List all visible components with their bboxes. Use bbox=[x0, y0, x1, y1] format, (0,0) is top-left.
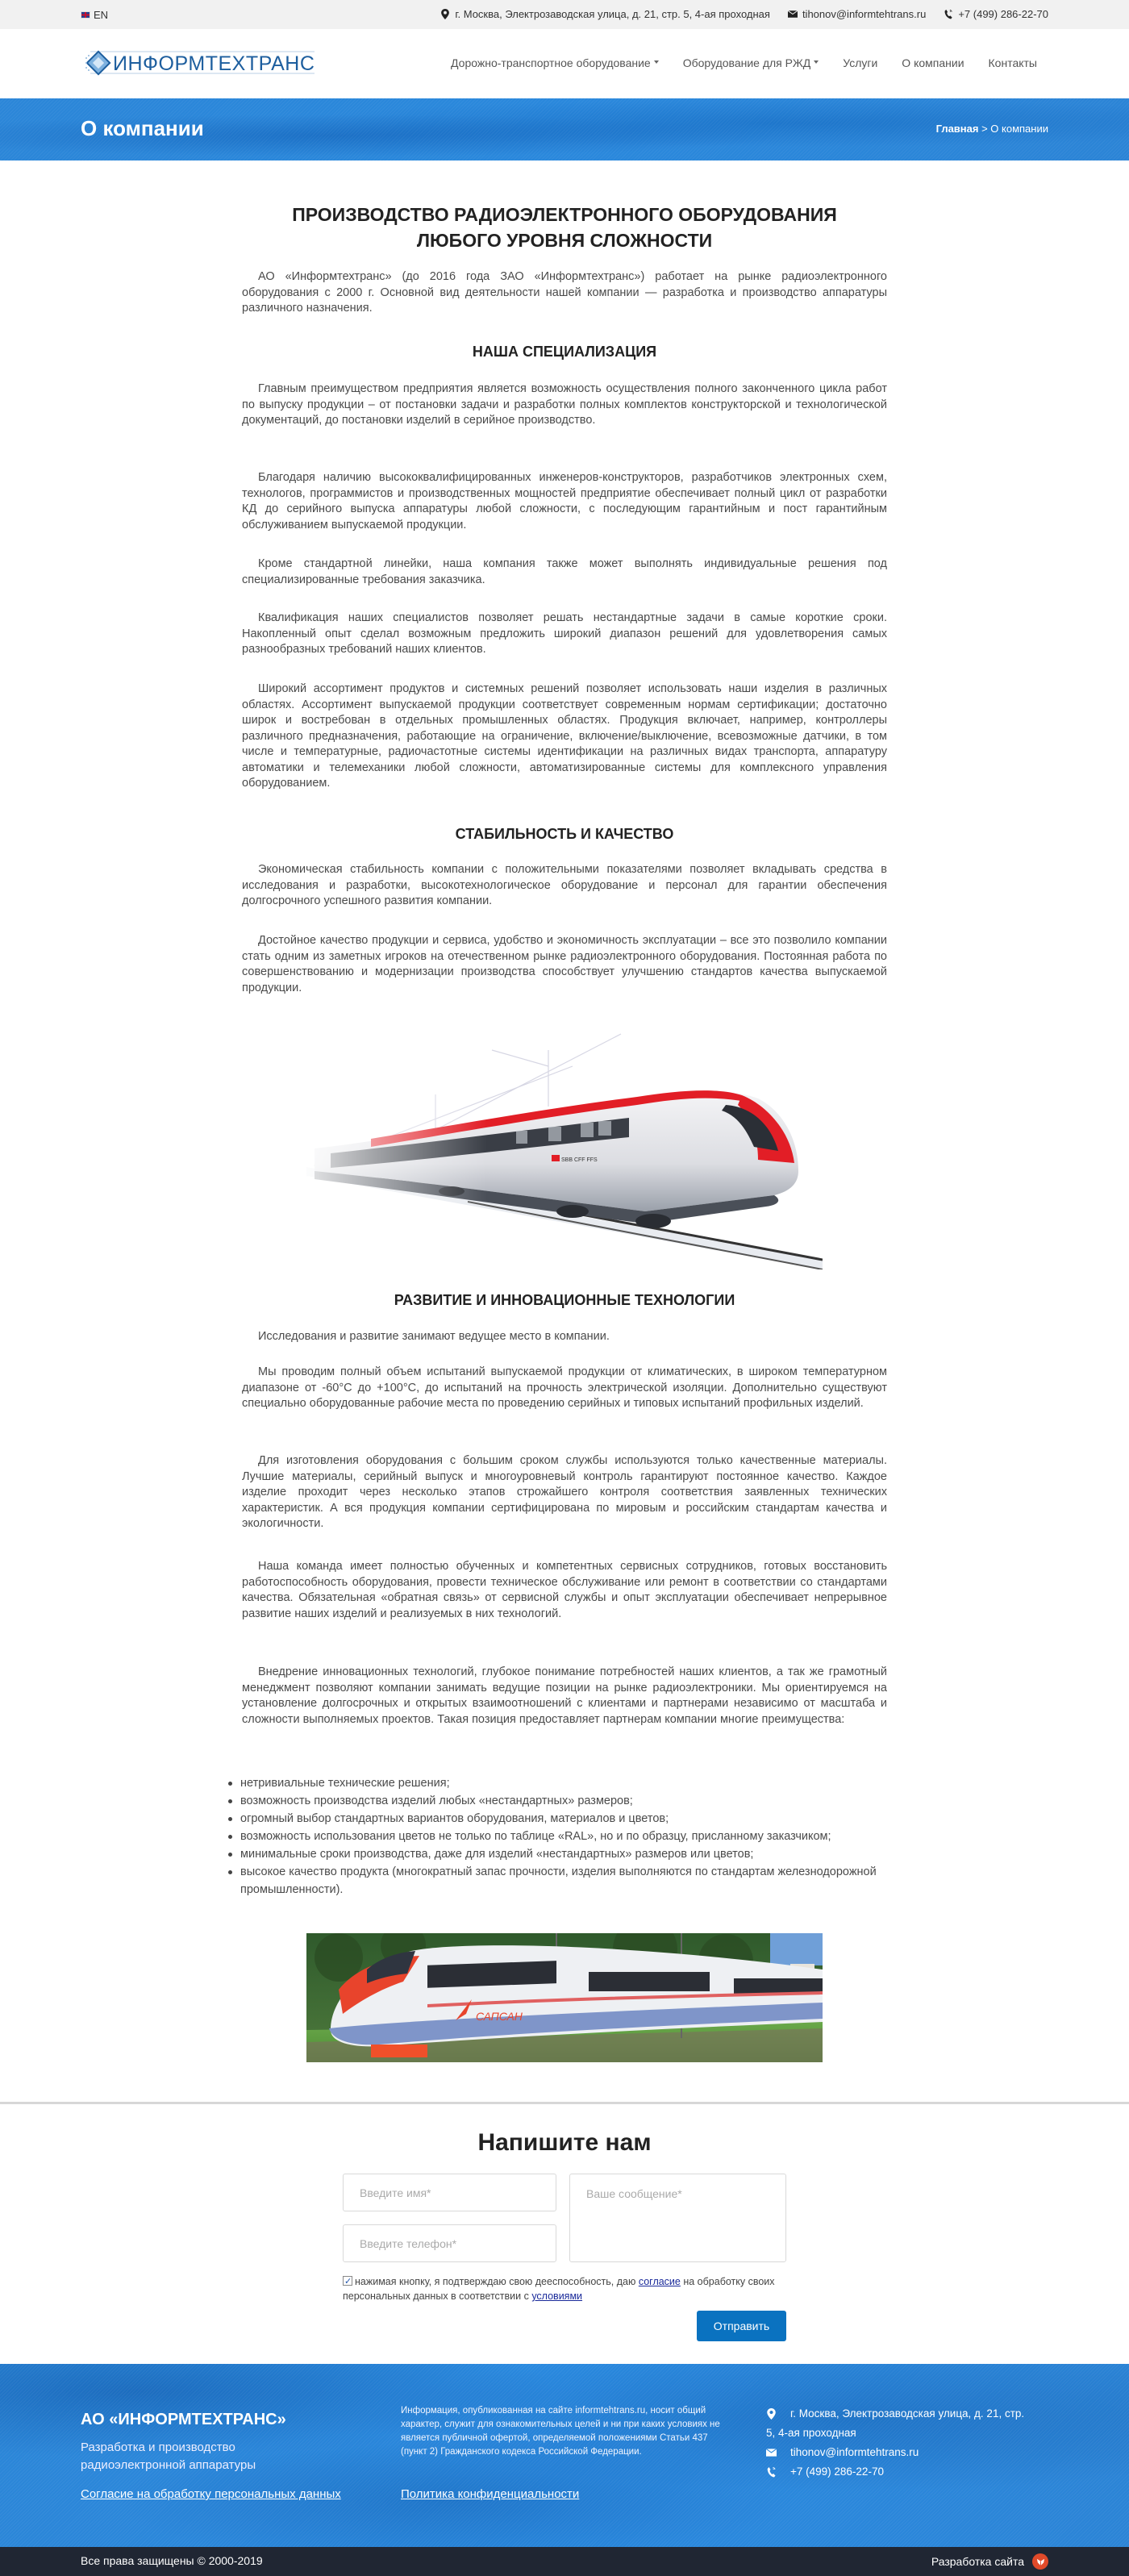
nav-item-rzd-equipment[interactable] bbox=[683, 56, 819, 69]
uk-flag-icon bbox=[81, 11, 90, 19]
footer-phone[interactable] bbox=[766, 2462, 1056, 2482]
specialization-block-4 bbox=[242, 611, 887, 658]
nav-label: О компании bbox=[902, 56, 964, 69]
terms-link[interactable]: условиями bbox=[531, 2290, 583, 2302]
train-image-sapsan bbox=[306, 1933, 823, 2062]
phone-icon bbox=[766, 2462, 790, 2482]
footer-desc-line1: Разработка и производство bbox=[81, 2441, 235, 2454]
specialization-block-3 bbox=[242, 556, 887, 588]
innovation-block-5 bbox=[242, 1665, 887, 1728]
nav-label: Контакты bbox=[988, 56, 1037, 69]
breadcrumb-separator: > bbox=[978, 123, 991, 135]
paragraph: Для изготовления оборудования с большим сроком службы используются только качественные материалы. Лучшие материалы, серийный выпуск и многоуровневый контроль гарантируют постоянное качество. Каждое изделие проходит через несколько этапов строжайшего контроля соответствия заявленных технических характеристик. А вся продукция компании сертифицирована по мировым и российским стандартам качества и экологичности. bbox=[242, 1454, 887, 1530]
specialization-block bbox=[242, 381, 887, 429]
bottom-bar bbox=[0, 2547, 1129, 2576]
copyright-text: Все права защищены © 2000-2019 bbox=[81, 2554, 263, 2567]
paragraph: Исследования и развитие занимают ведущее место в компании. bbox=[258, 1330, 610, 1343]
intro-block bbox=[242, 269, 887, 317]
developer-logo-icon bbox=[1032, 2553, 1048, 2570]
consent-block bbox=[343, 2274, 794, 2303]
footer-address-line1: г. Москва, Электрозаводская улица, д. 21, стр. bbox=[790, 2407, 1025, 2420]
article-title-line2: ЛЮБОГО УРОВНЯ СЛОЖНОСТИ bbox=[416, 230, 713, 251]
footer-address-line2: 5, 4-ая проходная bbox=[766, 2427, 856, 2439]
breadcrumb bbox=[936, 123, 1048, 135]
advantage-item: нетривиальные технические решения; bbox=[226, 1774, 887, 1792]
advantage-item: минимальные сроки производства, даже для изделий «нестандартных» размеров или цветов; bbox=[226, 1845, 887, 1863]
article-title-line1: ПРОИЗВОДСТВО РАДИОЭЛЕКТРОННОГО ОБОРУДОВАНИЯ bbox=[292, 204, 837, 225]
consent-link[interactable]: согласие bbox=[638, 2276, 681, 2287]
consent-text-1: нажимая кнопку, я подтверждаю свою дееспособность, даю bbox=[355, 2276, 639, 2287]
nav-item-contacts[interactable] bbox=[989, 56, 1037, 69]
paragraph: Достойное качество продукции и сервиса, удобство и экономичность эксплуатации – все это позволило компании стать одним из заметных игроков на отечественном рынке радиоэлектронного оборудования. Постоянная работа по совершенствованию и модернизации производства способствует улучшению стандартов качества выпускаемой продукции. bbox=[242, 934, 887, 994]
map-marker-icon bbox=[440, 9, 450, 19]
paragraph: Наша команда имеет полностью обученных и компетентных сервисных сотрудников, готовых восстановить работоспособность оборудования, провести техническое обслуживание или ремонт в соответствии со стандартами качества. Обязательная «обратная связь» от сервисной службы и опыт эксплуатации обеспечивает непрерывное развитие наших изделий и реализуемых в них технологий. bbox=[242, 1560, 887, 1620]
footer-company-desc bbox=[81, 2439, 256, 2474]
nav-item-about[interactable] bbox=[902, 56, 964, 69]
logo-text: ИНФОРМТЕХТРАНС bbox=[113, 52, 315, 75]
top-contacts bbox=[440, 8, 1048, 20]
caret-down-icon bbox=[814, 60, 819, 64]
phone-icon bbox=[944, 9, 953, 19]
paragraph: Главным преимуществом предприятия является возможность осуществления полного законченного цикла работ по выпуску продукции – от постановки задачи и разработки полных комплектов конструкторской и технологической документаций, до постановки изделий в серийное производство. bbox=[242, 382, 887, 427]
nav-label: Оборудование для РЖД bbox=[682, 56, 811, 69]
top-address bbox=[440, 8, 770, 20]
section-title-innovation: РАЗВИТИЕ И ИННОВАЦИОННЫЕ ТЕХНОЛОГИИ bbox=[394, 1292, 735, 1308]
footer-address-cont bbox=[766, 2424, 1056, 2443]
top-email-text: tihonov@informtehtrans.ru bbox=[802, 8, 927, 20]
stability-block-1 bbox=[242, 862, 887, 910]
innovation-block-4 bbox=[242, 1559, 887, 1622]
footer-email-text: tihonov@informtehtrans.ru bbox=[790, 2446, 919, 2458]
footer-address bbox=[766, 2404, 1056, 2424]
contact-form-title: Напишите нам bbox=[477, 2129, 652, 2156]
submit-button[interactable]: Отправить bbox=[697, 2311, 786, 2341]
train2-logo-text: САПСАН bbox=[476, 2010, 523, 2023]
section-title-specialization: НАША СПЕЦИАЛИЗАЦИЯ bbox=[472, 344, 657, 360]
advantage-item: возможность производства изделий любых «нестандартных» размеров; bbox=[226, 1792, 887, 1810]
innovation-block-1 bbox=[242, 1329, 887, 1345]
developer-label: Разработка сайта bbox=[931, 2555, 1024, 2568]
paragraph: Квалификация наших специалистов позволяет решать нестандартные задачи в самые короткие сроки. Накопленный опыт сделал возможным предложить широкий диапазон решений для удовлетворения самых разнообразных требований наших клиентов. bbox=[242, 611, 887, 656]
top-bar bbox=[0, 0, 1129, 29]
advantage-item: огромный выбор стандартных вариантов оборудования, материалов и цветов; bbox=[226, 1810, 887, 1828]
specialization-block-5 bbox=[242, 682, 887, 792]
footer-phone-text: +7 (499) 286-22-70 bbox=[790, 2466, 884, 2478]
train-image-sbb bbox=[306, 1018, 823, 1269]
footer-disclaimer: Информация, опубликованная на сайте informtehtrans.ru, носит общий характер, служит для ознакомительных целей и ни при каких условиях не является публичной офертой, определяемой положениями Статьи 437 (пункт 2) Гражданского кодекса Российской Федерации. bbox=[401, 2406, 720, 2457]
advantage-item: высокое качество продукта (многократный запас прочности, изделия выполняются по стандартам железнодорожной промышленности). bbox=[226, 1863, 887, 1899]
page-banner bbox=[0, 98, 1129, 160]
advantages-list bbox=[226, 1774, 887, 1899]
top-email[interactable] bbox=[788, 8, 926, 20]
paragraph: Благодаря наличию высококвалифицированных инженеров-конструкторов, разработчиков электронных схем, технологов, программистов и производственных мощностей предприятие обеспечивает полный цикл от разработки КД до серийного выпуска аппаратуры любой сложности, с последующим гарантийным и пост гарантийным обслуживанием выпускаемой продукции. bbox=[242, 471, 887, 531]
map-marker-icon bbox=[766, 2404, 790, 2424]
page-title: О компании bbox=[81, 116, 204, 140]
section-title-stability: СТАБИЛЬНОСТЬ И КАЧЕСТВО bbox=[455, 826, 674, 842]
top-phone-text: +7 (499) 286-22-70 bbox=[958, 8, 1048, 20]
paragraph: Мы проводим полный объем испытаний выпускаемой продукции от климатических, в широком температурном диапазоне от -60°С до +100°С, до испытаний на прочность электрической изоляции. Дополнительно существуют специально оборудованные рабочие места по проведению серийных и типовых испытаний профильных изделий. bbox=[242, 1365, 887, 1410]
site-header bbox=[0, 29, 1129, 98]
specialization-block-2 bbox=[242, 470, 887, 533]
nav-item-services[interactable] bbox=[843, 56, 877, 69]
footer-email[interactable] bbox=[766, 2443, 1056, 2462]
site-footer bbox=[0, 2364, 1129, 2547]
envelope-icon bbox=[788, 9, 798, 19]
paragraph: Кроме стандартной линейки, наша компания также может выполнять индивидуальные решения под специализированные требования заказчика. bbox=[242, 557, 887, 586]
consent-checkbox[interactable] bbox=[343, 2276, 352, 2286]
language-switch[interactable] bbox=[81, 9, 108, 21]
advantage-item: возможность использования цветов не только по таблице «RAL», но и по образцу, присланному заказчиком; bbox=[226, 1828, 887, 1845]
name-field[interactable] bbox=[343, 2174, 556, 2211]
nav-label: Услуги bbox=[843, 56, 878, 69]
language-label: EN bbox=[94, 9, 109, 21]
breadcrumb-home[interactable]: Главная bbox=[935, 123, 979, 135]
innovation-block-3 bbox=[242, 1453, 887, 1532]
main-nav bbox=[451, 56, 1037, 69]
message-field[interactable] bbox=[569, 2174, 786, 2262]
envelope-icon bbox=[766, 2443, 790, 2462]
developer-link[interactable] bbox=[931, 2553, 1048, 2570]
breadcrumb-current: О компании bbox=[990, 123, 1048, 135]
innovation-block-2 bbox=[242, 1365, 887, 1412]
footer-contacts bbox=[766, 2404, 1056, 2482]
paragraph: Широкий ассортимент продуктов и системных решений позволяет использовать наши изделия в различных областях. Ассортимент выпускаемой продукции соответствует современным нормам сертификации; достаточно широк и востребован в отдельных промышленных областях. Продукция включает, например, контроллеры различного предназначения, работающие на ограничение, включение/выключение, всевозможные датчики, в том числе и температурные, радиочастотные системы идентификации на различных видах транспорта, аппаратуру автоматики и телемеханики любой сложности, автоматизированные системы для комплексного управления оборудованием. bbox=[242, 682, 887, 790]
section-divider bbox=[0, 2102, 1129, 2104]
phone-field[interactable] bbox=[343, 2224, 556, 2262]
nav-label: Дорожно-транспортное оборудование bbox=[451, 56, 651, 69]
footer-privacy-link[interactable]: Политика конфиденциальности bbox=[401, 2487, 580, 2501]
footer-consent-link[interactable]: Согласие на обработку персональных данных bbox=[81, 2487, 341, 2501]
footer-company-name: АО «ИНФОРМТЕХТРАНС» bbox=[81, 2411, 286, 2428]
paragraph: Внедрение инновационных технологий, глубокое понимание потребностей наших клиентов, а так же грамотный менеджмент позволяют компании занимать ведущие позиции на рынке радиоэлектроники. Мы ориентируемся на установление долгосрочных и открытых взаимоотношений с клиентами и партнерами независимо от масштаба и сложности выполняемых проектов. Такая позиция предоставляет партнерам компании многие преимущества: bbox=[242, 1665, 887, 1726]
top-phone[interactable] bbox=[944, 8, 1048, 20]
footer-desc-line2: радиоэлектронной аппаратуры bbox=[81, 2458, 256, 2472]
consent-text-2: на обработку своих персональных данных в соответствии с bbox=[343, 2276, 775, 2302]
nav-item-road-equipment[interactable] bbox=[451, 56, 659, 69]
article-title bbox=[242, 202, 887, 253]
intro-paragraph: АО «Информтехтранс» (до 2016 года ЗАО «Информтехтранс») работает на рынке радиоэлектронного оборудования с 2000 г. Основной вид деятельности нашей компании — разработка и производство аппаратуры различного назначения. bbox=[242, 270, 887, 315]
caret-down-icon bbox=[654, 60, 659, 64]
top-address-text: г. Москва, Электрозаводская улица, д. 21, стр. 5, 4-ая проходная bbox=[455, 8, 770, 20]
stability-block-2 bbox=[242, 933, 887, 996]
site-logo[interactable] bbox=[84, 48, 318, 77]
paragraph: Экономическая стабильность компании с положительными показателями позволяет вкладывать средства в исследования и разработки, высокотехнологическое оборудование и персонал для гарантии обеспечения долгосрочного успешного развития компании. bbox=[242, 863, 887, 907]
